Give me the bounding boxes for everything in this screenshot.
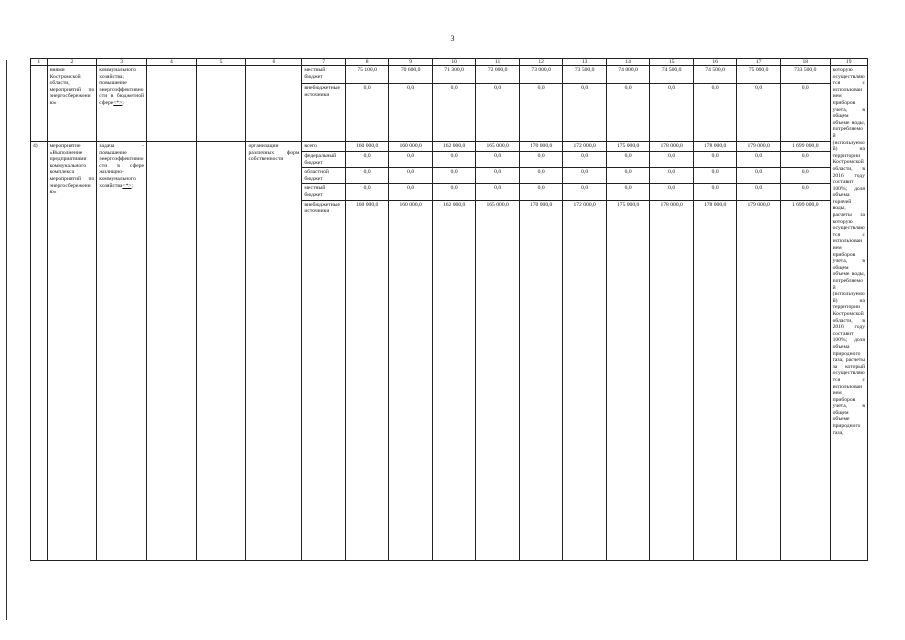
amount-cell: 0,0: [476, 152, 520, 168]
funding-source: федеральный бюджет: [302, 152, 346, 168]
column-header: 16: [693, 59, 737, 66]
amount-cell: 74 500,0: [693, 66, 737, 84]
measure-name: ниями Костромской области, мероприятий по энергосбережению»: [47, 66, 97, 142]
amount-cell: 178 000,0: [650, 200, 694, 560]
amount-cell: 160 000,0: [345, 200, 389, 560]
amount-cell: 0,0: [432, 152, 476, 168]
column-header: 14: [606, 59, 650, 66]
amount-cell: 75 100,0: [345, 66, 389, 84]
amount-cell: 1 699 000,0: [780, 200, 830, 560]
amount-cell: 179 000,0: [737, 142, 781, 152]
column-header: 9: [389, 59, 433, 66]
amount-cell: 0,0: [432, 184, 476, 200]
column-header: 7: [302, 59, 346, 66]
amount-cell: 0,0: [780, 84, 830, 142]
amount-cell: 0,0: [345, 152, 389, 168]
amount-cell: 162 000,0: [432, 200, 476, 560]
column-header: 1: [31, 59, 48, 66]
column-header: 8: [345, 59, 389, 66]
amount-cell: 0,0: [432, 168, 476, 184]
amount-cell: 178 000,0: [693, 142, 737, 152]
amount-cell: 162 000,0: [432, 142, 476, 152]
amount-cell: 0,0: [563, 168, 607, 184]
amount-cell: 0,0: [389, 84, 433, 142]
column-header: 2: [47, 59, 97, 66]
amount-cell: 72 000,0: [476, 66, 520, 84]
table-row: [31, 66, 868, 84]
column-header: 4: [147, 59, 197, 66]
amount-cell: 0,0: [606, 152, 650, 168]
amount-cell: 0,0: [519, 168, 563, 184]
amount-cell: 0,0: [693, 168, 737, 184]
amount-cell: 0,0: [563, 152, 607, 168]
amount-cell: 0,0: [737, 152, 781, 168]
column-header: 15: [650, 59, 694, 66]
amount-cell: 74 500,0: [650, 66, 694, 84]
column-header: 11: [476, 59, 520, 66]
amount-cell: 74 000,0: [606, 66, 650, 84]
column-header: 19: [830, 59, 867, 66]
measure-name: мероприятие «Выполнение предприятиями коммунального комплекса мероприятий по энергосбережению»: [47, 142, 97, 561]
column-header: 3: [97, 59, 147, 66]
amount-cell: 733 500,0: [780, 66, 830, 84]
amount-cell: 1 699 000,0: [780, 142, 830, 152]
amount-cell: 0,0: [389, 168, 433, 184]
header-row: [31, 59, 868, 66]
amount-cell: 70 600,0: [389, 66, 433, 84]
footnote-link[interactable]: <*>: [122, 182, 132, 189]
amount-cell: 170 000,0: [519, 200, 563, 560]
executor-cell: организации различных форм собственности: [246, 142, 302, 561]
amount-cell: 0,0: [519, 184, 563, 200]
column-header: 5: [196, 59, 246, 66]
executor-cell: [246, 66, 302, 142]
funding-source: всего: [302, 142, 346, 152]
amount-cell: 0,0: [432, 84, 476, 142]
amount-cell: 0,0: [650, 168, 694, 184]
amount-cell: 160 000,0: [389, 142, 433, 152]
row-number: [31, 66, 48, 142]
amount-cell: 0,0: [345, 84, 389, 142]
funding-source: областной бюджет: [302, 168, 346, 184]
amount-cell: 179 000,0: [737, 200, 781, 560]
task-text: коммунального хозяйства; повышение энергоэффективности в бюджетной сфере: [99, 67, 144, 106]
task-text: задача - повышение энергоэффективности в сфере жилищно-коммунального хозяйства: [99, 143, 144, 189]
amount-cell: 0,0: [737, 84, 781, 142]
amount-cell: 165 000,0: [476, 142, 520, 152]
amount-cell: 0,0: [563, 84, 607, 142]
funding-source: внебюджетные источники: [302, 84, 346, 142]
footnote-link[interactable]: <*>: [113, 99, 123, 106]
amount-cell: 0,0: [519, 84, 563, 142]
col5-empty: [196, 142, 246, 561]
amount-cell: 0,0: [476, 84, 520, 142]
amount-cell: 0,0: [693, 152, 737, 168]
amount-cell: 178 000,0: [650, 142, 694, 152]
amount-cell: 0,0: [693, 84, 737, 142]
col4-empty: [147, 66, 197, 142]
amount-cell: 0,0: [606, 84, 650, 142]
amount-cell: 0,0: [345, 184, 389, 200]
amount-cell: 71 300,0: [432, 66, 476, 84]
funding-source: местный бюджет: [302, 66, 346, 84]
row-number: 4): [31, 142, 48, 561]
amount-cell: 0,0: [650, 152, 694, 168]
col5-empty: [196, 66, 246, 142]
task-cell: [97, 66, 147, 142]
amount-cell: 0,0: [606, 184, 650, 200]
amount-cell: 175 000,0: [606, 200, 650, 560]
funding-source: внебюджетные источники: [302, 200, 346, 560]
amount-cell: 75 000,0: [737, 66, 781, 84]
amount-cell: 0,0: [345, 168, 389, 184]
amount-cell: 73 500,0: [563, 66, 607, 84]
column-header: 13: [563, 59, 607, 66]
amount-cell: 0,0: [780, 168, 830, 184]
funding-source: местный бюджет: [302, 184, 346, 200]
task-cell: [97, 142, 147, 561]
amount-cell: 0,0: [563, 184, 607, 200]
amount-cell: 0,0: [389, 184, 433, 200]
indicator-cell: которую осуществляются с использованием приборов учета, в общем объеме воды, потребляемой (используемой) на территории Костромской области, в 2016 году составит 100%; доля объема горячей воды, расчеты за которую осуществляются с использованием приборов учета, в общем объеме воды, потребляемой (используемой) на территории Костромской области, в 2016 году составит 100%; доля объема природного газа, расчеты за который осуществляются с использованием приборов учета, в общем объеме природного газа,: [830, 66, 867, 561]
page-number: 3: [450, 34, 455, 43]
amount-cell: 73 000,0: [519, 66, 563, 84]
amount-cell: 170 000,0: [519, 142, 563, 152]
amount-cell: 160 000,0: [345, 142, 389, 152]
amount-cell: 0,0: [476, 184, 520, 200]
scan-edge-line: [6, 60, 7, 620]
amount-cell: 160 000,0: [389, 200, 433, 560]
amount-cell: 0,0: [650, 184, 694, 200]
amount-cell: 0,0: [780, 184, 830, 200]
column-header: 6: [246, 59, 302, 66]
amount-cell: 178 000,0: [693, 200, 737, 560]
task-end: ;: [131, 182, 134, 189]
amount-cell: 175 000,0: [606, 142, 650, 152]
budget-table: [30, 58, 868, 561]
col4-empty: [147, 142, 197, 561]
column-header: 18: [780, 59, 830, 66]
column-header: 12: [519, 59, 563, 66]
task-end: ;: [122, 99, 124, 106]
column-header: 10: [432, 59, 476, 66]
amount-cell: 172 000,0: [563, 142, 607, 152]
amount-cell: 0,0: [476, 168, 520, 184]
amount-cell: 0,0: [780, 152, 830, 168]
amount-cell: 0,0: [693, 184, 737, 200]
table-row: [31, 142, 868, 152]
amount-cell: 0,0: [389, 152, 433, 168]
column-header: 17: [737, 59, 781, 66]
amount-cell: 0,0: [737, 184, 781, 200]
amount-cell: 0,0: [606, 168, 650, 184]
amount-cell: 0,0: [650, 84, 694, 142]
amount-cell: 165 000,0: [476, 200, 520, 560]
amount-cell: 172 000,0: [563, 200, 607, 560]
amount-cell: 0,0: [737, 168, 781, 184]
amount-cell: 0,0: [519, 152, 563, 168]
